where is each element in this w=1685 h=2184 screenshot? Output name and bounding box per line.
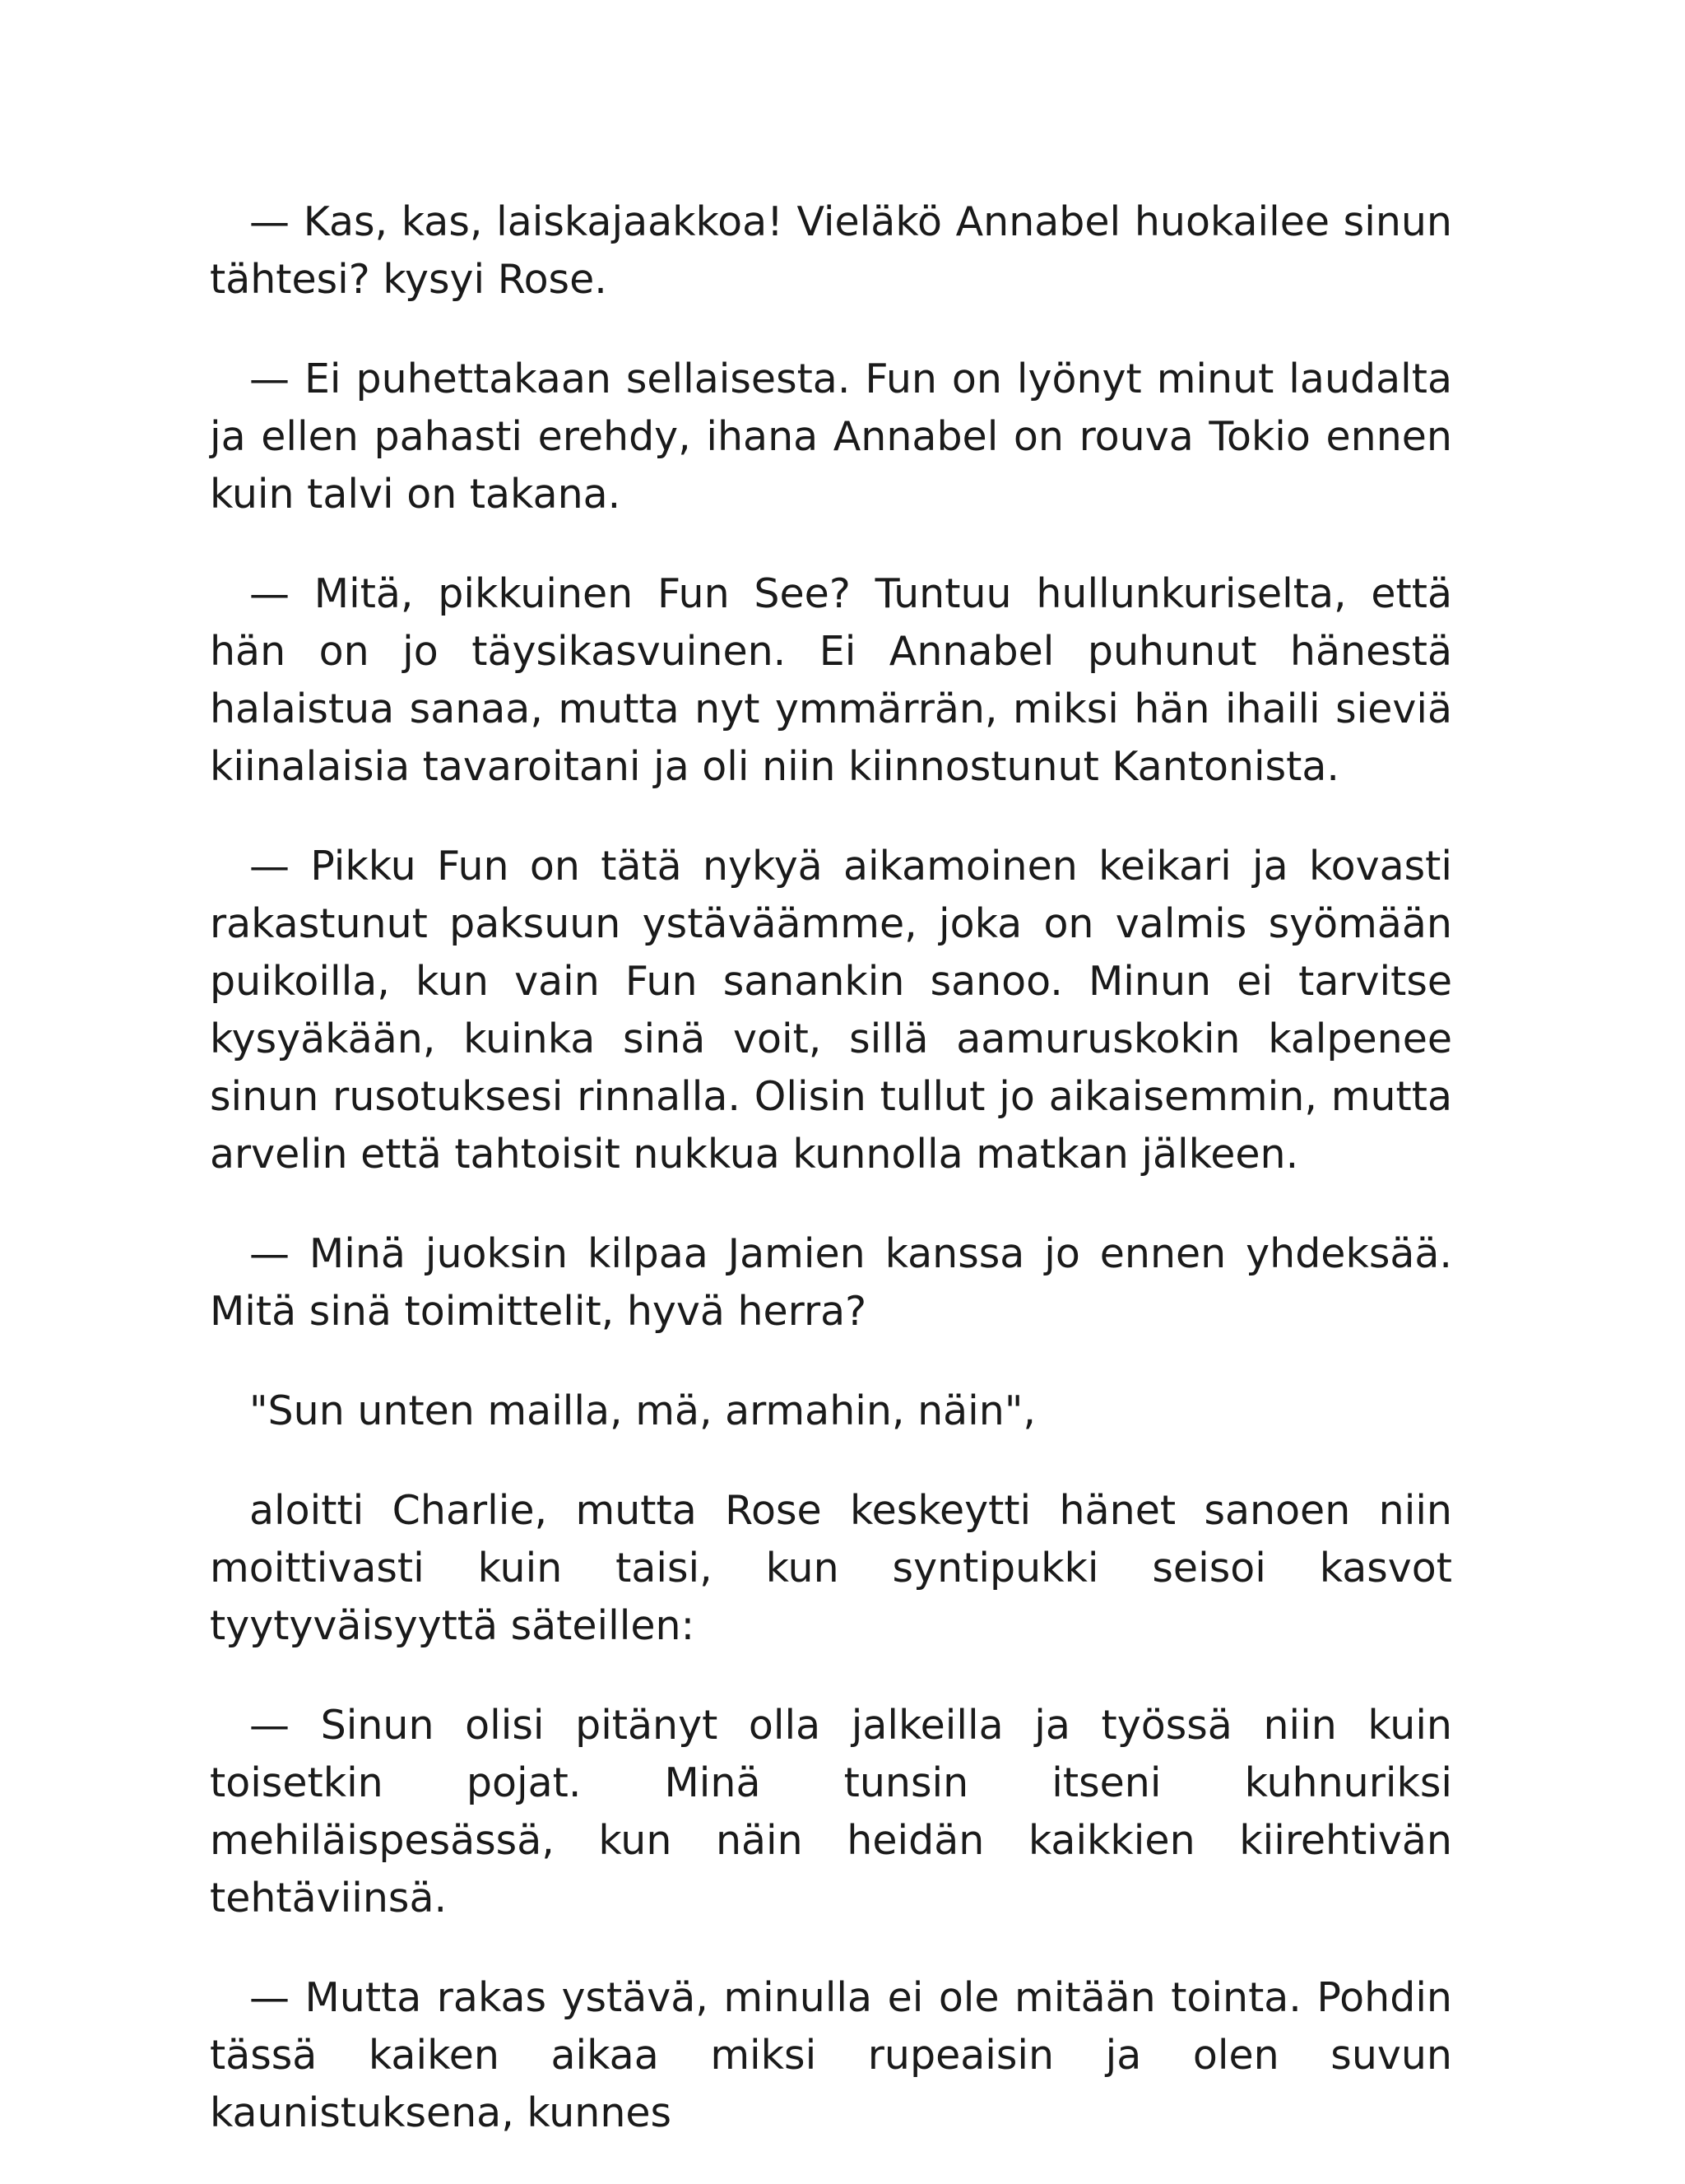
paragraph: — Sinun olisi pitänyt olla jalkeilla ja työssä niin kuin toisetkin pojat. Minä tunsin itseni kuhnuriksi mehiläispesässä, kun näin heidän kaikkien kiirehtivän tehtäviinsä. (210, 1702, 1452, 1921)
paragraph: aloitti Charlie, mutta Rose keskeytti hänet sanoen niin moittivasti kuin taisi, kun syntipukki seisoi kasvot tyytyväisyyttä säteillen: (210, 1487, 1452, 1649)
paragraph: — Minä juoksin kilpaa Jamien kanssa jo ennen yhdeksää. Mitä sinä toimittelit, hyvä herra? (210, 1230, 1452, 1335)
paragraph: — Mutta rakas ystävä, minulla ei ole mitään tointa. Pohdin tässä kaiken aikaa miksi rupeaisin ja olen suvun kaunistuksena, kunnes (210, 1974, 1452, 2136)
paragraph: — Pikku Fun on tätä nykyä aikamoinen keikari ja kovasti rakastunut paksuun ystäväämme, joka on valmis syömään puikoilla, kun vain Fun sanankin sanoo. Minun ei tarvitse kysyäkään, kuinka sinä voit, sillä aamuruskokin kalpenee sinun rusotuksesi rinnalla. Olisin tullut jo aikaisemmin, mutta arvelin että tahtoisit nukkua kunnolla matkan jälkeen. (210, 843, 1452, 1178)
verse-line: "Sun unten mailla, mä, armahin, näin", (249, 1387, 1036, 1434)
paragraph: — Kas, kas, laiskajaakkoa! Vieläkö Annabel huokailee sinun tähtesi? kysyi Rose. (210, 198, 1452, 303)
paragraph: — Ei puhettakaan sellaisesta. Fun on lyönyt minut laudalta ja ellen pahasti erehdy, ihana Annabel on rouva Tokio ennen kuin talvi on takana. (210, 355, 1452, 518)
paragraph: — Mitä, pikkuinen Fun See? Tuntuu hullunkuriselta, että hän on jo täysikasvuinen. Ei Annabel puhunut hänestä halaistua sanaa, mutta nyt ymmärrän, miksi hän ihaili sieviä kiinalaisia tavaroitani ja oli niin kiinnostunut Kantonista. (210, 570, 1452, 790)
page-body (210, 193, 1452, 2184)
